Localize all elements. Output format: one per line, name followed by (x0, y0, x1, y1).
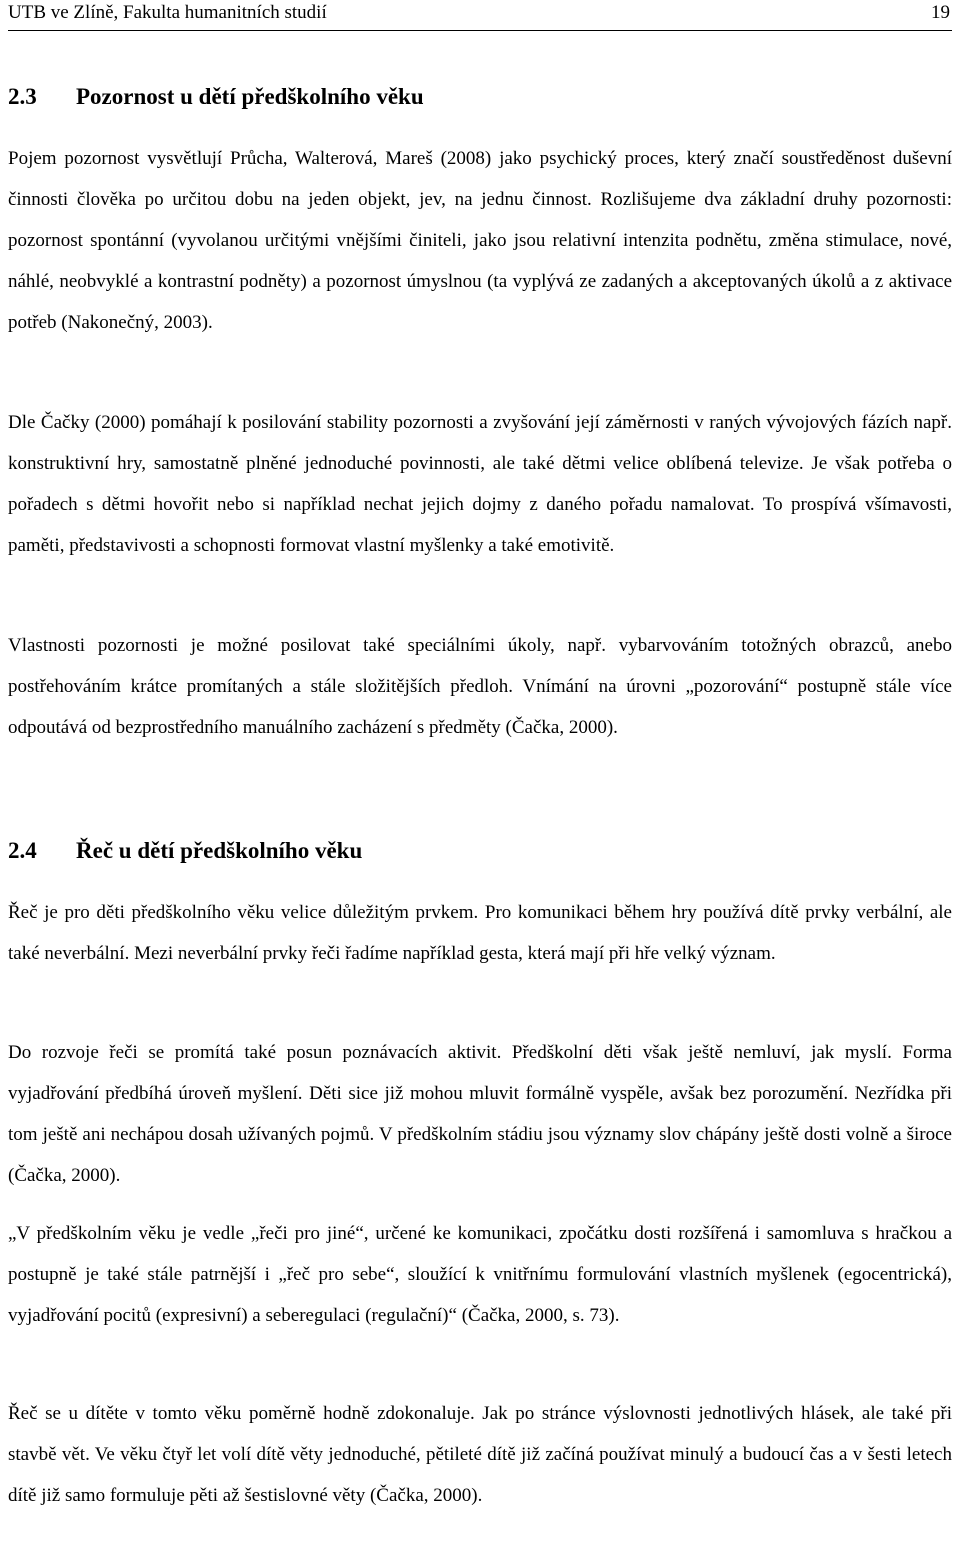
section-heading-2-4 (8, 838, 362, 864)
paragraph: Pojem pozornost vysvětlují Průcha, Walterová, Mareš (2008) jako psychický proces, který značí soustředěnost duševní činnosti člověka po určitou dobu na jeden objekt, jev, na jednu činnost. Rozlišujeme dva základní druhy pozornosti: pozornost spontánní (vyvolanou určitými vnějšími činiteli, jako jsou relativní intenzita podnětu, změna stimulace, nové, náhlé, neobvyklé a kontrastní podněty) a pozornost úmyslnou (ta vyplývá ze zadaných a akceptovaných úkolů a z aktivace potřeb (Nakonečný, 2003). (8, 148, 952, 333)
paragraph: „V předškolním věku je vedle „řeči pro jiné“, určené ke komunikaci, zpočátku dosti rozšířená i samomluva s hračkou a postupně je také stále patrnější i „řeč pro sebe“, sloužící k vnitřnímu formulování vlastních myšlenek (egocentrická), vyjadřování pocitů (expresivní) a seberegulaci (regulační)“ (Čačka, 2000, s. 73). (8, 1223, 952, 1326)
page-header (8, 0, 952, 31)
section-number: 2.4 (8, 838, 37, 863)
section-heading-2-3 (8, 84, 424, 110)
section-title: Pozornost u dětí předškolního věku (76, 84, 424, 109)
section-title: Řeč u dětí předškolního věku (76, 838, 363, 863)
paragraph: Vlastnosti pozornosti je možné posilovat také speciálními úkoly, např. vybarvováním totožných obrazců, anebo postřehováním krátce promítaných a stále složitějších předloh. Vnímání na úrovni „pozorování“ postupně stále více odpoutává od bezprostředního manuálního zacházení s předměty (Čačka, 2000). (8, 635, 952, 738)
paragraph: Řeč se u dítěte v tomto věku poměrně hodně zdokonaluje. Jak po stránce výslovnosti jednotlivých hlásek, ale také při stavbě vět. Ve věku čtyř let volí dítě věty jednoduché, pětileté dítě již začíná používat minulý a budoucí čas a v šesti letech dítě již samo formuluje pěti až šestislovné věty (Čačka, 2000). (8, 1403, 952, 1506)
paragraph: Dle Čačky (2000) pomáhají k posilování stability pozornosti a zvyšování její záměrnosti v raných vývojových fázích např. konstruktivní hry, samostatně plněné jednoduché povinnosti, ale také dětmi velice oblíbená televize. Je však potřeba o pořadech s dětmi hovořit nebo si například nechat jejich dojmy z daného pořadu namalovat. To prospívá všímavosti, paměti, představivosti a schopnosti formovat vlastní myšlenky a také emotivitě. (8, 412, 952, 556)
header-title: UTB ve Zlíně, Fakulta humanitních studií (8, 2, 327, 23)
paragraph: Do rozvoje řeči se promítá také posun poznávacích aktivit. Předškolní děti však ještě nemluví, jak myslí. Forma vyjadřování předbíhá úroveň myšlení. Děti sice již mohou mluvit formálně vyspěle, avšak bez porozumění. Nezřídka při tom ještě ani nechápou dosah užívaných pojmů. V předškolním stádiu jsou významy slov chápány ještě dosti volně a široce (Čačka, 2000). (8, 1042, 952, 1186)
section-number: 2.3 (8, 84, 37, 109)
page-number: 19 (931, 2, 950, 23)
paragraph: Řeč je pro děti předškolního věku velice důležitým prvkem. Pro komunikaci během hry používá dítě prvky verbální, ale také neverbální. Mezi neverbální prvky řeči řadíme například gesta, která mají při hře velký význam. (8, 902, 952, 964)
